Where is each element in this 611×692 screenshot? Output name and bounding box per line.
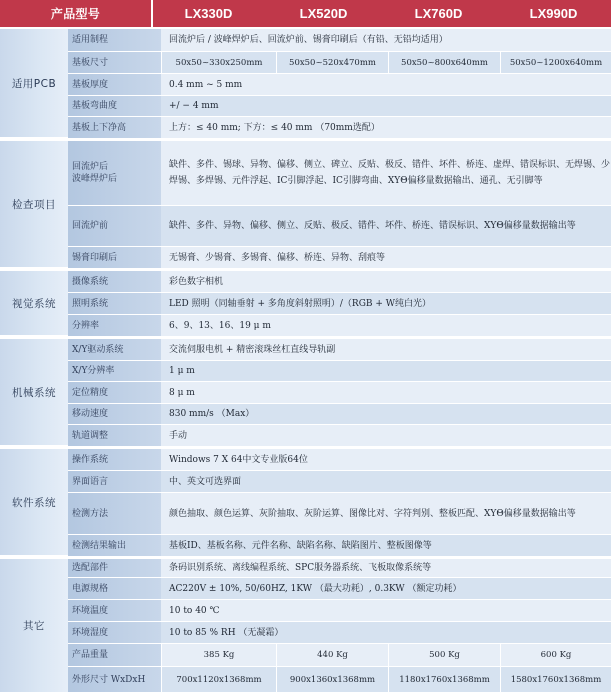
value-after-paste: 无锡膏、少锡膏、多锡膏、偏移、桥连、异物、刮痕等 <box>161 247 611 269</box>
model-lx520d: LX520D <box>299 6 348 21</box>
item-warp: 基板弯曲度 <box>68 96 161 117</box>
item-temperature: 环境温度 <box>68 600 161 622</box>
item-language: 界面语言 <box>68 471 161 493</box>
value-accuracy: 8 μ m <box>161 382 611 404</box>
value-power: AC220V ± 10%, 50/60HZ, 1KW （最大功耗）, 0.3KW （额定功耗） <box>161 578 611 600</box>
model-lx330d: LX330D <box>184 6 233 21</box>
value-camera: 彩色数字相机 <box>161 271 611 293</box>
item-clearance: 基板上下净高 <box>68 117 161 139</box>
category-mech: 机械系统 <box>0 339 68 447</box>
dims-lx760d: 1180x1760x1368mm <box>388 667 500 692</box>
item-xy-drive: X/Y驱动系统 <box>68 339 161 361</box>
item-options: 选配部件 <box>68 559 161 578</box>
item-thickness: 基板厚度 <box>68 74 161 96</box>
category-vision: 视觉系统 <box>0 271 68 337</box>
item-lighting: 照明系统 <box>68 293 161 315</box>
item-speed: 移动速度 <box>68 404 161 425</box>
value-resolution: 6、9、13、16、19 μ m <box>161 315 611 337</box>
item-xy-resolution: X/Y分辨率 <box>68 361 161 382</box>
weight-lx330d: 385 Kg <box>161 644 276 667</box>
item-before-reflow: 回流炉前 <box>68 206 161 247</box>
item-camera: 摄像系统 <box>68 271 161 293</box>
header-label: 产品型号 <box>0 0 151 27</box>
value-rail: 手动 <box>161 425 611 447</box>
value-process: 回流炉后 / 波峰焊炉后、回流炉前、锡膏印刷后（有铅、无铅均适用） <box>161 29 611 52</box>
dims-lx990d: 1580x1760x1368mm <box>500 667 611 692</box>
item-method: 检测方法 <box>68 493 161 535</box>
board-size-lx760d: 50x50~800x640mm <box>388 52 500 74</box>
item-rail: 轨道调整 <box>68 425 161 447</box>
model-lx760d: LX760D <box>414 6 463 21</box>
item-resolution: 分辨率 <box>68 315 161 337</box>
value-temperature: 10 to 40 ℃ <box>161 600 611 622</box>
item-dimensions: 外形尺寸 WxDxH <box>68 667 161 692</box>
value-options: 条码识别系统、离线编程系统、SPC服务器系统、飞板取像系统等 <box>161 559 611 578</box>
value-thickness: 0.4 mm ~ 5 mm <box>161 74 611 96</box>
value-output: 基板ID、基板名称、元件名称、缺陷名称、缺陷图片、整板图像等 <box>161 535 611 557</box>
board-size-lx330d: 50x50~330x250mm <box>161 52 276 74</box>
value-xy-drive: 交流伺服电机 + 精密滚珠丝杠直线导轨副 <box>161 339 611 361</box>
item-after-reflow: 回流炉后 波峰焊炉后 <box>68 141 161 206</box>
board-size-lx520d: 50x50~520x470mm <box>276 52 388 74</box>
item-accuracy: 定位精度 <box>68 382 161 404</box>
item-power: 电源规格 <box>68 578 161 600</box>
value-method: 颜色抽取、颜色运算、灰阶抽取、灰阶运算、图像比对、字符判别、整板匹配、XYΘ偏移量数据输出等 <box>161 493 611 535</box>
value-clearance: 上方：≤ 40 mm; 下方：≤ 40 mm （70mm选配） <box>161 117 611 139</box>
item-after-paste: 锡膏印刷后 <box>68 247 161 269</box>
category-pcb: 适用PCB <box>0 29 68 139</box>
value-speed: 830 mm/s （Max） <box>161 404 611 425</box>
item-board-size: 基板尺寸 <box>68 52 161 74</box>
value-xy-resolution: 1 μ m <box>161 361 611 382</box>
value-language: 中、英文可选界面 <box>161 471 611 493</box>
dims-lx330d: 700x1120x1368mm <box>161 667 276 692</box>
item-os: 操作系统 <box>68 449 161 471</box>
item-weight: 产品重量 <box>68 644 161 667</box>
item-process: 适用制程 <box>68 29 161 52</box>
value-lighting: LED 照明（同轴垂射 + 多角度斜射照明）/（RGB + W纯白光） <box>161 293 611 315</box>
model-lx990d: LX990D <box>529 6 578 21</box>
item-output: 检测结果输出 <box>68 535 161 557</box>
dims-lx520d: 900x1360x1368mm <box>276 667 388 692</box>
board-size-lx990d: 50x50~1200x640mm <box>500 52 611 74</box>
category-inspect: 检查项目 <box>0 141 68 269</box>
weight-lx990d: 600 Kg <box>500 644 611 667</box>
value-before-reflow: 缺件、多件、异物、偏移、侧立、反贴、极反、错件、坏件、桥连、错误标识、XYΘ偏移量数据输出等 <box>161 206 611 247</box>
value-humidity: 10 to 85 % RH （无凝霜） <box>161 622 611 644</box>
category-software: 软件系统 <box>0 449 68 557</box>
value-warp: +/ − 4 mm <box>161 96 611 117</box>
weight-lx760d: 500 Kg <box>388 644 500 667</box>
value-after-reflow: 缺件、多件、锡球、异物、偏移、侧立、碑立、反贴、极反、错件、坏件、桥连、虚焊、错误标识、无焊锡、少焊锡、多焊锡、元件浮起、IC引脚浮起、IC引脚弯曲、XYΘ偏移量数据输出、通孔、无引脚等 <box>161 141 611 206</box>
value-os: Windows 7 X 64中文专业版64位 <box>161 449 611 471</box>
category-other: 其它 <box>0 559 68 692</box>
weight-lx520d: 440 Kg <box>276 644 388 667</box>
item-humidity: 环境湿度 <box>68 622 161 644</box>
